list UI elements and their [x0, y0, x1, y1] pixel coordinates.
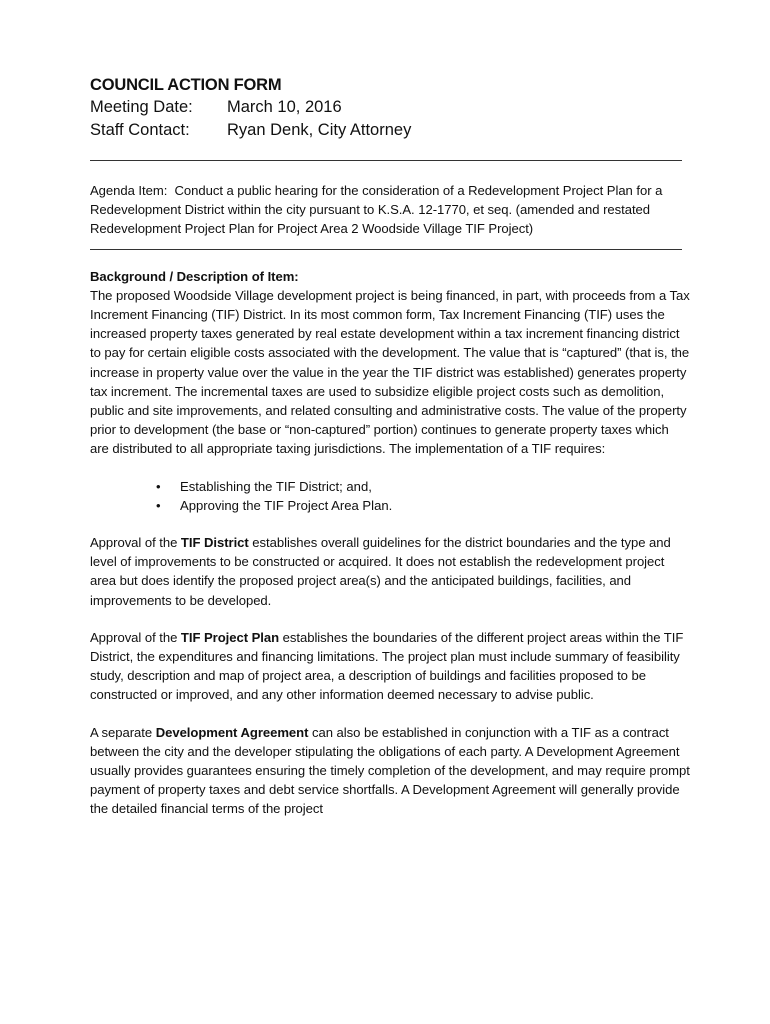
- document-content: [90, 74, 690, 819]
- agenda-item: [90, 181, 690, 239]
- divider-top: [90, 160, 682, 161]
- meeting-date-row: [90, 96, 690, 119]
- background-heading: Background / Description of Item:: [90, 268, 299, 284]
- tif-district-term: TIF District: [180, 535, 249, 551]
- agenda-text: Conduct a public hearing for the consideration of a Redevelopment Project Plan for a Redevelopment District within the city pursuant to K.S.A. 12-1770, et seq. (amended and restated Redevelopment Project Plan for Project Area 2 Woodside Village TIF Project): [90, 183, 663, 237]
- meeting-date-value: March 10, 2016: [227, 98, 342, 116]
- tif-project-plan-term: TIF Project Plan: [180, 629, 280, 645]
- bullet-icon: •: [156, 478, 161, 494]
- list-item-text: Establishing the TIF District; and,: [180, 478, 372, 494]
- list-item-text: Approving the TIF Project Area Plan.: [180, 497, 393, 513]
- tif-project-plan-paragraph: Approval of the TIF Project Plan establishes the boundaries of the different project areas within the TIF District, the expenditures and financing limitations. The project plan must include summary of feasibility study, description and map of project area, a description of buildings and facilities proposed to be constructed or improved, and any other information deemed necessary to advise public.: [90, 629, 684, 703]
- staff-contact-row: [90, 119, 690, 142]
- requirements-list: [90, 477, 690, 515]
- list-item: [156, 477, 690, 496]
- form-title: COUNCIL ACTION FORM: [90, 76, 282, 94]
- staff-contact-value: Ryan Denk, City Attorney: [227, 121, 412, 139]
- tif-district-paragraph: Approval of the TIF District establishes overall guidelines for the district boundaries and the type and level of improvements to be constructed or acquired. It does not establish the redevelopment project area but does identify the proposed project area(s) and the anticipated buildings, facilities, and improvements to be developed.: [90, 535, 671, 608]
- agenda-label: Agenda Item:: [90, 183, 168, 198]
- background-intro: The proposed Woodside Village development project is being financed, in part, with proceeds from a Tax Increment Financing (TIF) District. In its most common form, Tax Increment Financing (TIF) uses the increased property taxes generated by real estate development within a tax increment financing district to pay for certain eligible costs associated with the development. The value that is “captured” (that is, the increase in property value over the value in the year the TIF district was established) generates property tax increment. The incremental taxes are used to subsidize eligible project costs such as demolition, public and site improvements, and related consulting and administrative costs. The value of the property prior to development (the base or “non-captured” portion) continues to generate property taxes which are distributed to all appropriate taxing jurisdictions. The implementation of a TIF requires:: [90, 287, 690, 457]
- development-agreement-term: Development Agreement: [155, 724, 309, 740]
- list-item: [156, 496, 690, 515]
- development-agreement-paragraph: A separate Development Agreement can also be established in conjunction with a TIF as a contract between the city and the developer stipulating the obligations of each party. A Development Agreement usually provides guarantees ensuring the timely completion of the development, and may require prompt payment of property taxes and debt service shortfalls. A Development Agreement will generally provide the detailed financial terms of the project: [90, 724, 690, 817]
- staff-contact-label: Staff Contact:: [90, 121, 190, 139]
- bullet-icon: •: [156, 497, 161, 513]
- divider-bottom: [90, 249, 682, 250]
- meeting-date-label: Meeting Date:: [90, 98, 193, 116]
